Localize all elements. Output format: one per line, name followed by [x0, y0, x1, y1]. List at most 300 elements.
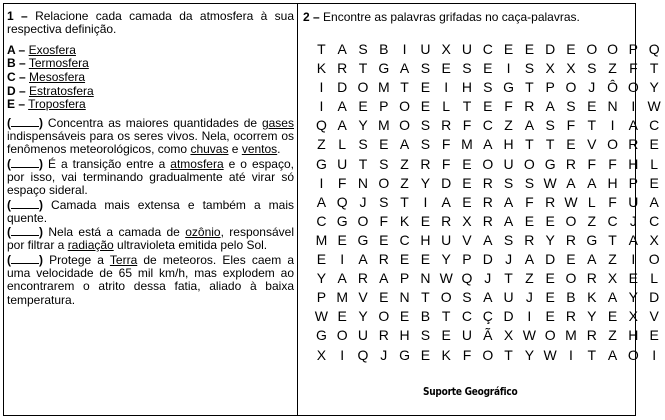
grid-letter[interactable]: G [399, 346, 411, 363]
grid-letter[interactable]: R [441, 117, 452, 134]
grid-letter[interactable]: Y [358, 308, 368, 325]
statement-text: Concentra as maiores quantidades de [47, 115, 262, 130]
grid-letter[interactable]: X [566, 60, 576, 77]
grid-letter[interactable]: L [338, 136, 347, 153]
grid-letter[interactable]: J [525, 289, 533, 306]
grid-letter[interactable]: B [379, 41, 389, 57]
grid-letter[interactable]: R [482, 174, 493, 191]
grid-letter[interactable]: Z [525, 270, 534, 287]
grid-letter[interactable]: D [545, 41, 556, 57]
grid-letter[interactable]: I [631, 251, 636, 268]
grid-letter[interactable]: V [649, 308, 659, 325]
grid-letter[interactable]: U [503, 289, 514, 306]
question-2 [303, 10, 633, 24]
grid-letter[interactable]: F [379, 212, 389, 229]
grid-letter[interactable]: I [506, 60, 511, 77]
grid-letter[interactable]: H [503, 136, 514, 153]
grid-letter[interactable]: I [610, 117, 615, 134]
grid-letter[interactable]: T [400, 193, 409, 210]
grid-letter[interactable]: E [420, 79, 431, 96]
grid-letter[interactable]: X [607, 270, 618, 287]
grid-letter[interactable]: S [587, 60, 597, 77]
grid-letter[interactable]: S [420, 327, 431, 344]
word-search-grid[interactable] [311, 40, 665, 365]
grid-letter[interactable]: K [399, 212, 410, 229]
grid-letter[interactable]: I [423, 193, 428, 210]
grid-letter[interactable]: E [462, 155, 472, 172]
keyword: atmosfera [170, 156, 224, 171]
grid-letter[interactable]: O [378, 174, 390, 191]
grid-letter[interactable]: W [314, 308, 328, 325]
grid-letter[interactable]: L [442, 98, 451, 115]
grid-letter[interactable]: P [628, 174, 639, 191]
grid-letter[interactable]: F [608, 193, 617, 210]
grid-letter[interactable]: O [336, 327, 348, 344]
grid-letter[interactable]: O [399, 98, 411, 115]
grid-letter[interactable]: M [565, 327, 577, 344]
grid-letter[interactable]: E [649, 327, 659, 344]
grid-letter[interactable]: A [587, 251, 597, 268]
grid-letter[interactable]: H [399, 327, 410, 344]
grid-letter[interactable]: A [503, 212, 514, 229]
grid-letter[interactable]: U [420, 41, 431, 57]
grid-letter[interactable]: Z [608, 251, 617, 268]
grid-letter[interactable]: G [586, 231, 598, 248]
grid-letter[interactable]: P [399, 270, 410, 287]
paren-close: ) [39, 252, 43, 267]
grid-letter[interactable]: S [503, 174, 514, 191]
grid-letter[interactable]: E [337, 231, 347, 248]
grid-letter[interactable]: E [566, 136, 576, 153]
grid-letter[interactable]: X [462, 212, 472, 229]
grid-letter[interactable]: D [441, 174, 452, 191]
grid-letter[interactable]: M [461, 136, 473, 153]
grid-letter[interactable]: T [441, 308, 451, 325]
grid-letter[interactable]: A [399, 136, 410, 153]
grid-letter[interactable]: Z [400, 155, 409, 172]
grid-letter[interactable]: U [337, 155, 348, 172]
grid-letter[interactable]: A [649, 193, 659, 210]
grid-letter[interactable]: Y [316, 270, 327, 287]
grid-letter[interactable]: A [628, 117, 639, 134]
grid-letter[interactable]: E [545, 308, 555, 325]
grid-letter[interactable]: H [607, 174, 618, 191]
grid-letter[interactable]: J [380, 346, 388, 363]
answer-blank[interactable] [11, 157, 39, 168]
grid-letter[interactable]: G [503, 79, 515, 96]
grid-letter[interactable]: M [377, 79, 390, 96]
grid-letter[interactable]: Z [504, 117, 513, 134]
grid-letter[interactable]: S [420, 136, 431, 153]
grid-letter[interactable]: C [607, 212, 618, 229]
grid-letter[interactable]: Q [357, 346, 369, 363]
grid-letter[interactable]: B [420, 308, 431, 325]
grid-letter[interactable]: P [316, 289, 327, 306]
grid-letter[interactable]: C [461, 308, 473, 325]
grid-letter[interactable]: K [441, 346, 451, 363]
statement-text: Protege a [49, 252, 110, 267]
grid-letter[interactable]: L [650, 155, 659, 172]
grid-letter[interactable]: R [586, 270, 597, 287]
grid-letter[interactable]: X [316, 346, 327, 363]
grid-letter[interactable]: R [524, 98, 535, 115]
grid-letter[interactable]: E [524, 41, 535, 57]
grid-letter[interactable]: W [543, 174, 557, 191]
grid-letter[interactable]: O [523, 155, 535, 172]
grid-letter[interactable]: T [462, 98, 472, 115]
grid-letter[interactable]: C [399, 231, 410, 248]
grid-letter[interactable]: E [649, 136, 659, 153]
grid-letter[interactable]: V [358, 289, 368, 306]
grid-letter[interactable]: Ã [483, 327, 493, 344]
grid-letter[interactable]: E [545, 289, 555, 306]
grid-letter[interactable]: I [319, 98, 324, 115]
grid-letter[interactable]: X [545, 60, 555, 77]
grid-letter[interactable]: A [566, 174, 576, 191]
grid-letter[interactable]: A [607, 346, 618, 363]
grid-letter[interactable]: Y [358, 117, 368, 134]
grid-letter[interactable]: R [441, 212, 452, 229]
grid-letter[interactable]: R [378, 251, 389, 268]
grid-letter[interactable]: P [379, 98, 389, 115]
grid-letter[interactable]: O [648, 251, 660, 268]
answer-blank[interactable] [11, 225, 39, 236]
grid-letter[interactable]: Y [628, 289, 639, 306]
grid-letter[interactable]: N [420, 270, 431, 287]
grid-letter[interactable]: O [627, 79, 639, 96]
grid-letter[interactable]: U [441, 231, 452, 248]
grid-letter[interactable]: A [587, 174, 597, 191]
grid-letter[interactable]: Z [587, 212, 597, 229]
grid-letter[interactable]: S [462, 60, 472, 77]
grid-letter[interactable]: Z [400, 174, 409, 191]
grid-letter[interactable]: I [402, 41, 407, 57]
grid-letter[interactable]: Z [317, 136, 326, 153]
grid-letter[interactable]: S [545, 117, 555, 134]
grid-letter[interactable]: R [524, 231, 535, 248]
grid-letter[interactable]: G [315, 155, 327, 172]
grid-letter[interactable]: R [565, 155, 577, 172]
grid-letter[interactable]: V [587, 136, 597, 153]
grid-letter[interactable]: E [420, 98, 431, 115]
grid-letter[interactable]: A [337, 270, 347, 287]
grid-letter[interactable]: E [566, 251, 576, 268]
grid-letter[interactable]: I [444, 79, 449, 96]
grid-letter[interactable]: R [586, 327, 597, 344]
grid-letter[interactable]: A [483, 136, 493, 153]
grid-letter[interactable]: N [399, 289, 410, 306]
grid-letter[interactable]: A [483, 231, 493, 248]
grid-letter[interactable]: P [545, 79, 555, 96]
grid-letter[interactable]: Q [315, 117, 327, 134]
grid-letter[interactable]: Y [649, 79, 659, 96]
grid-letter[interactable]: D [545, 251, 556, 268]
grid-letter[interactable]: C [482, 117, 493, 134]
grid-letter[interactable]: H [420, 231, 431, 248]
grid-letter[interactable]: X [628, 308, 639, 325]
grid-letter[interactable]: F [566, 117, 576, 134]
grid-letter[interactable]: R [565, 308, 577, 325]
grid-letter[interactable]: O [565, 270, 577, 287]
grid-letter[interactable]: U [461, 41, 473, 57]
grid-letter[interactable]: P [628, 41, 639, 57]
grid-letter[interactable]: E [379, 231, 389, 248]
grid-letter[interactable]: Y [524, 346, 535, 363]
grid-letter[interactable]: W [439, 270, 453, 287]
grid-letter[interactable]: E [545, 270, 555, 287]
grid-letter[interactable]: G [544, 155, 556, 172]
grid-letter[interactable]: Z [608, 60, 617, 77]
grid-letter[interactable]: O [378, 308, 390, 325]
grid-letter[interactable]: E [441, 327, 451, 344]
grid-letter[interactable]: R [545, 193, 556, 210]
grid-letter[interactable]: T [545, 136, 555, 153]
grid-letter[interactable]: D [649, 289, 660, 306]
grid-letter[interactable]: O [565, 212, 577, 229]
grid-letter[interactable]: A [607, 289, 618, 306]
grid-letter[interactable]: O [440, 289, 452, 306]
grid-letter[interactable]: J [505, 251, 513, 268]
grid-letter[interactable]: M [336, 289, 349, 306]
grid-letter[interactable]: J [359, 193, 367, 210]
grid-letter[interactable]: S [358, 41, 368, 57]
grid-letter[interactable]: X [649, 231, 659, 248]
grid-letter[interactable]: Y [587, 308, 597, 325]
grid-letter[interactable]: E [420, 251, 431, 268]
grid-letter[interactable]: O [565, 79, 577, 96]
grid-letter[interactable]: R [628, 136, 639, 153]
grid-letter[interactable]: E [379, 136, 389, 153]
grid-letter[interactable]: E [545, 212, 555, 229]
grid-letter[interactable]: B [566, 289, 576, 306]
grid-letter[interactable]: X [441, 41, 451, 57]
grid-letter[interactable]: A [441, 193, 451, 210]
grid-letter[interactable]: A [337, 41, 347, 57]
grid-letter[interactable]: R [565, 231, 577, 248]
grid-letter[interactable]: Y [420, 174, 431, 191]
grid-letter[interactable]: D [503, 308, 514, 325]
grid-letter[interactable]: T [358, 60, 368, 77]
grid-letter[interactable]: R [378, 327, 389, 344]
answer-blank[interactable] [11, 198, 39, 209]
grid-letter[interactable]: S [462, 289, 472, 306]
grid-letter[interactable]: Q [336, 193, 348, 210]
grid-letter[interactable]: J [484, 270, 492, 287]
grid-letter[interactable]: Q [461, 270, 473, 287]
grid-letter[interactable]: G [315, 327, 327, 344]
grid-letter[interactable]: L [587, 193, 596, 210]
grid-letter[interactable]: R [357, 270, 369, 287]
grid-letter[interactable]: A [316, 193, 327, 210]
grid-letter[interactable]: I [319, 79, 324, 96]
grid-letter[interactable]: T [317, 41, 326, 57]
grid-letter[interactable]: E [337, 308, 347, 325]
grid-letter[interactable]: A [337, 117, 347, 134]
grid-letter[interactable]: I [631, 98, 636, 115]
grid-letter[interactable]: O [627, 346, 639, 363]
grid-letter[interactable]: S [483, 79, 493, 96]
grid-letter[interactable]: I [652, 346, 657, 363]
grid-letter[interactable]: S [503, 231, 514, 248]
grid-letter[interactable]: F [608, 155, 617, 172]
grid-letter[interactable]: A [545, 98, 555, 115]
grid-letter[interactable]: V [462, 231, 472, 248]
grid-letter[interactable]: A [358, 251, 368, 268]
grid-letter[interactable]: O [607, 136, 618, 153]
grid-letter[interactable]: O [357, 79, 369, 96]
grid-letter[interactable]: E [607, 308, 618, 325]
grid-letter[interactable]: P [462, 251, 472, 268]
grid-letter[interactable]: U [461, 327, 473, 344]
grid-letter[interactable]: S [358, 136, 368, 153]
grid-letter[interactable]: W [543, 346, 557, 363]
grid-letter[interactable]: F [441, 155, 451, 172]
grid-letter[interactable]: F [337, 174, 347, 191]
grid-letter[interactable]: Ç [482, 308, 493, 325]
grid-letter[interactable]: A [483, 289, 493, 306]
grid-letter[interactable]: O [544, 327, 556, 344]
grid-letter[interactable]: E [524, 212, 535, 229]
grid-letter[interactable]: T [525, 79, 534, 96]
grid-letter[interactable]: I [569, 346, 573, 363]
grid-letter[interactable]: W [647, 98, 661, 115]
grid-letter[interactable]: O [357, 212, 369, 229]
grid-letter[interactable]: J [629, 212, 637, 229]
grid-letter[interactable]: T [608, 231, 617, 248]
grid-letter[interactable]: O [399, 117, 411, 134]
grid-letter[interactable]: N [607, 98, 618, 115]
grid-letter[interactable]: T [504, 346, 513, 363]
grid-letter[interactable]: E [503, 41, 514, 57]
grid-letter[interactable]: E [628, 270, 639, 287]
grid-letter[interactable]: W [522, 327, 536, 344]
grid-letter[interactable]: A [628, 231, 639, 248]
grid-letter[interactable]: T [504, 270, 513, 287]
grid-letter[interactable]: E [483, 60, 493, 77]
answer-blank[interactable] [11, 116, 39, 127]
grid-letter[interactable]: X [503, 327, 514, 344]
grid-letter[interactable]: U [357, 327, 369, 344]
grid-letter[interactable]: Ô [607, 79, 618, 96]
grid-letter[interactable]: A [337, 98, 347, 115]
grid-letter[interactable]: E [420, 212, 431, 229]
grid-letter[interactable]: W [564, 193, 578, 210]
answer-blank[interactable] [11, 253, 39, 264]
grid-letter[interactable]: R [337, 60, 348, 77]
grid-letter[interactable]: S [379, 155, 389, 172]
grid-letter[interactable]: J [588, 79, 596, 96]
grid-letter[interactable]: E [316, 251, 327, 268]
grid-letter[interactable]: F [462, 346, 472, 363]
grid-letter[interactable]: F [629, 60, 638, 77]
grid-letter[interactable]: I [340, 346, 345, 363]
grid-letter[interactable]: A [524, 251, 535, 268]
grid-letter[interactable]: F [504, 98, 513, 115]
grid-letter[interactable]: S [524, 174, 535, 191]
grid-letter[interactable]: G [378, 60, 390, 77]
grid-letter[interactable]: M [315, 231, 328, 248]
grid-letter[interactable]: T [421, 289, 430, 306]
grid-letter[interactable]: S [566, 98, 576, 115]
grid-letter[interactable]: E [483, 98, 493, 115]
grid-letter[interactable]: Y [441, 251, 451, 268]
grid-letter[interactable]: N [357, 174, 369, 191]
grid-letter[interactable]: S [524, 60, 535, 77]
grid-letter[interactable]: L [650, 270, 659, 287]
grid-letter[interactable]: E [399, 308, 410, 325]
grid-letter[interactable]: T [587, 346, 597, 363]
grid-letter[interactable]: S [420, 60, 431, 77]
grid-letter[interactable]: T [358, 155, 368, 172]
grid-letter[interactable]: H [628, 155, 639, 172]
grid-letter[interactable]: F [462, 117, 472, 134]
grid-letter[interactable]: K [316, 60, 327, 77]
grid-letter[interactable]: F [525, 193, 534, 210]
grid-letter[interactable]: E [566, 41, 576, 57]
grid-letter[interactable]: E [399, 251, 410, 268]
grid-letter[interactable]: O [482, 346, 494, 363]
grid-letter[interactable]: R [482, 193, 493, 210]
grid-letter[interactable]: T [649, 60, 659, 77]
grid-letter[interactable]: O [607, 41, 618, 57]
grid-letter[interactable]: F [587, 155, 597, 172]
grid-letter[interactable]: I [319, 174, 324, 191]
grid-letter[interactable]: E [462, 174, 472, 191]
grid-letter[interactable]: C [649, 212, 660, 229]
grid-letter[interactable]: E [358, 98, 368, 115]
grid-letter[interactable]: T [400, 79, 409, 96]
grid-letter[interactable]: I [527, 308, 532, 325]
grid-letter[interactable]: A [503, 193, 514, 210]
grid-letter[interactable]: A [524, 117, 535, 134]
grid-letter[interactable]: O [586, 41, 598, 57]
grid-letter[interactable]: H [461, 79, 473, 96]
grid-letter[interactable]: G [336, 212, 348, 229]
grid-letter[interactable]: Y [545, 231, 555, 248]
grid-letter[interactable]: D [337, 79, 348, 96]
grid-letter[interactable]: T [525, 136, 534, 153]
grid-letter[interactable]: E [420, 346, 431, 363]
grid-letter[interactable]: E [441, 60, 451, 77]
grid-letter[interactable]: R [420, 155, 431, 172]
grid-letter[interactable]: E [462, 193, 472, 210]
grid-letter[interactable]: Q [648, 41, 660, 57]
grid-letter[interactable]: E [649, 174, 659, 191]
grid-letter[interactable]: A [379, 270, 389, 287]
grid-letter[interactable]: R [482, 212, 493, 229]
grid-letter[interactable]: M [377, 117, 390, 134]
grid-letter[interactable]: F [441, 136, 451, 153]
grid-letter[interactable]: G [357, 231, 369, 248]
grid-letter[interactable]: Z [608, 327, 617, 344]
grid-letter[interactable]: C [316, 212, 327, 229]
grid-letter[interactable]: E [379, 289, 389, 306]
grid-letter[interactable]: I [340, 251, 345, 268]
grid-letter[interactable]: U [503, 155, 514, 172]
grid-letter[interactable]: T [587, 117, 597, 134]
grid-letter[interactable]: S [420, 117, 431, 134]
grid-letter[interactable]: H [628, 327, 639, 344]
grid-letter[interactable]: E [587, 98, 597, 115]
grid-letter[interactable]: U [628, 193, 639, 210]
grid-letter[interactable]: O [482, 155, 494, 172]
grid-letter[interactable]: C [482, 41, 493, 57]
grid-letter[interactable]: D [482, 251, 493, 268]
grid-letter[interactable]: C [649, 117, 660, 134]
grid-letter[interactable]: K [587, 289, 597, 306]
grid-letter[interactable]: S [379, 193, 389, 210]
grid-letter[interactable]: A [399, 60, 410, 77]
